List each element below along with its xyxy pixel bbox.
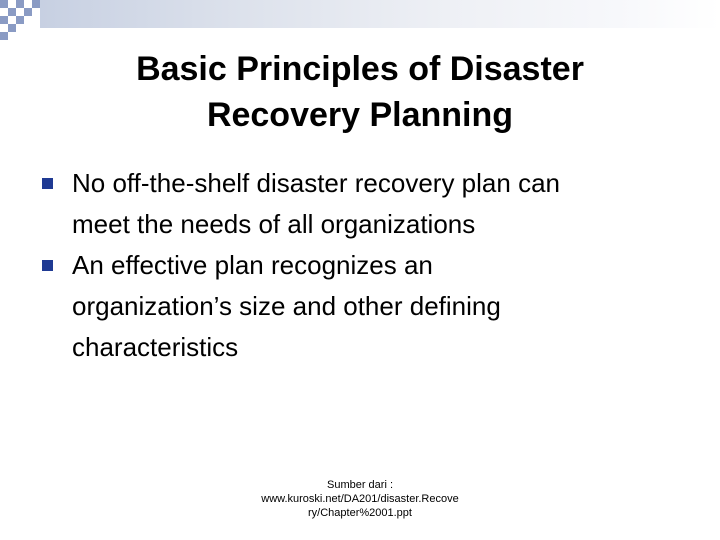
slide-title	[60, 46, 660, 138]
source-citation	[240, 478, 480, 520]
source-line: www.kuroski.net/DA201/disaster.Recove	[261, 493, 459, 505]
top-decorative-band	[40, 0, 720, 28]
bullet-text-line: No off-the-shelf disaster recovery plan can	[72, 168, 560, 198]
slide-title-line: Recovery Planning	[206, 96, 514, 134]
source-line: ry/Chapter%2001.ppt	[308, 507, 412, 519]
bullet-text-line: characteristics	[72, 332, 239, 362]
bullet-item	[40, 163, 690, 245]
bullet-list	[40, 163, 690, 368]
bullet-item	[40, 245, 690, 368]
bullet-text-line: An effective plan recognizes an	[72, 250, 433, 280]
square-bullet-icon	[42, 178, 53, 189]
slide-title-line: Basic Principles of Disaster	[136, 50, 584, 88]
source-line: Sumber dari :	[326, 479, 394, 491]
bullet-text-line: meet the needs of all organizations	[72, 209, 476, 239]
square-bullet-icon	[42, 260, 53, 271]
bullet-text-line: organization’s size and other defining	[72, 291, 501, 321]
